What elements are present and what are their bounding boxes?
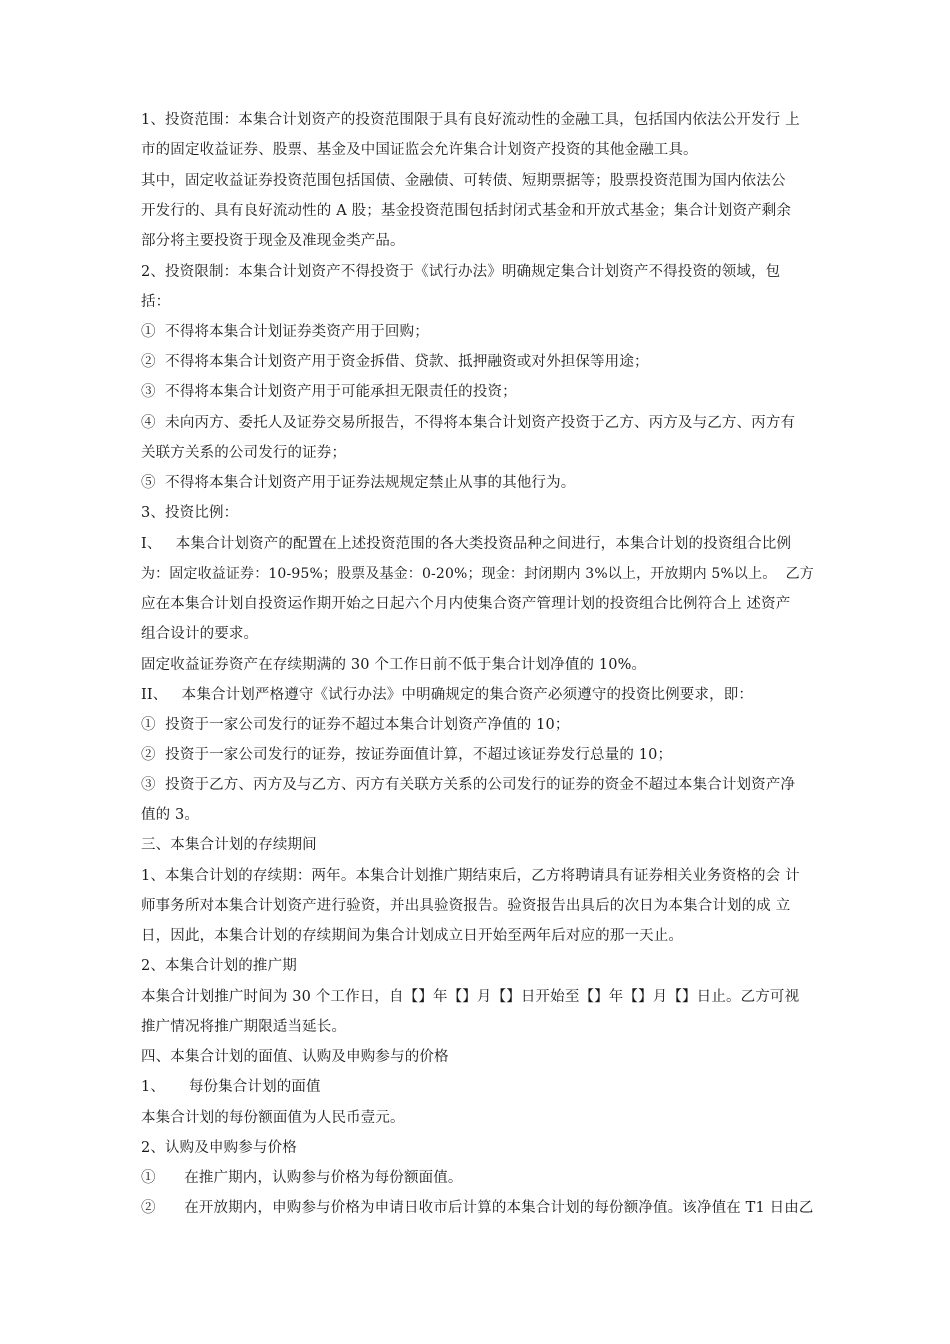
- text-line: 其中，固定收益证券投资范围包括国债、金融债、可转债、短期票据等；股票投资范围为国内依法公: [141, 173, 786, 189]
- text-line: 2、投资限制：本集合计划资产不得投资于《试行办法》明确规定集合计划资产不得投资的领域，包: [141, 264, 781, 280]
- text-line: ① 投资于一家公司发行的证券不超过本集合计划资产净值的 10；: [141, 717, 570, 733]
- text-line: 本集合计划推广时间为 30 个工作日，自【】年【】月【】日开始至【】年【】月【】日止。乙方可视: [141, 989, 800, 1005]
- text-line: 2、本集合计划的推广期: [141, 958, 297, 974]
- text-line: 2、认购及申购参与价格: [141, 1140, 297, 1156]
- text-line: ③ 不得将本集合计划资产用于可能承担无限责任的投资；: [141, 384, 517, 400]
- text-line: 师事务所对本集合计划资产进行验资，并出具验资报告。验资报告出具后的次日为本集合计划的成 立: [141, 898, 791, 914]
- text-line: ④ 未向丙方、委托人及证券交易所报告，不得将本集合计划资产投资于乙方、丙方及与乙方、丙方有: [141, 415, 796, 431]
- text-line: 1、投资范围：本集合计划资产的投资范围限于具有良好流动性的金融工具，包括国内依法公开发行 上: [141, 112, 800, 128]
- text-line: 日，因此，本集合计划的存续期间为集合计划成立日开始至两年后对应的那一天止。: [141, 928, 684, 944]
- text-line: ② 在开放期内，申购参与价格为申请日收市后计算的本集合计划的每份额净值。该净值在 T1 日由乙: [141, 1200, 814, 1216]
- text-line: 固定收益证券资产在存续期满的 30 个工作日前不低于集合计划净值的 10%。: [141, 657, 647, 673]
- text-line: 部分将主要投资于现金及准现金类产品。: [141, 233, 405, 249]
- text-line: 本集合计划的每份额面值为人民币壹元。: [141, 1110, 405, 1126]
- text-line: 为：固定收益证券：10-95%；股票及基金：0-20%；现金：封闭期内 3%以上，开放期内 5%以上。 乙方: [141, 566, 814, 582]
- text-line: 组合设计的要求。: [141, 626, 259, 642]
- text-line: 关联方关系的公司发行的证券；: [141, 445, 347, 461]
- text-line: ③ 投资于乙方、丙方及与乙方、丙方有关联方关系的公司发行的证券的资金不超过本集合计划资产净: [141, 777, 796, 793]
- text-line: 括：: [141, 294, 171, 310]
- text-line: II、 本集合计划严格遵守《试行办法》中明确规定的集合资产必须遵守的投资比例要求，即：: [141, 687, 754, 703]
- text-line: ⑤ 不得将本集合计划资产用于证券法规规定禁止从事的其他行为。: [141, 475, 576, 491]
- text-line: ① 不得将本集合计划证券类资产用于回购；: [141, 324, 429, 340]
- text-line: 值的 3。: [141, 807, 200, 823]
- text-line: 推广情况将推广期限适当延长。: [141, 1019, 347, 1035]
- text-line: 1、本集合计划的存续期：两年。本集合计划推广期结束后，乙方将聘请具有证券相关业务资格的会 计: [141, 868, 800, 884]
- text-line: 三、本集合计划的存续期间: [141, 837, 317, 853]
- text-line: 市的固定收益证券、股票、基金及中国证监会允许集合计划资产投资的其他金融工具。: [141, 142, 698, 158]
- text-line: 四、本集合计划的面值、认购及申购参与的价格: [141, 1049, 449, 1065]
- text-line: 3、投资比例：: [141, 505, 239, 521]
- text-line: ① 在推广期内，认购参与价格为每份额面值。: [141, 1170, 463, 1186]
- text-line: ② 投资于一家公司发行的证券，按证券面值计算，不超过该证券发行总量的 10；: [141, 747, 673, 763]
- text-line: 1、 每份集合计划的面值: [141, 1079, 321, 1095]
- text-line: 应在本集合计划自投资运作期开始之日起六个月内使集合资产管理计划的投资组合比例符合上 述资产: [141, 596, 791, 612]
- text-line: I、 本集合计划资产的配置在上述投资范围的各大类投资品种之间进行，本集合计划的投资组合比例: [141, 536, 792, 552]
- text-line: ② 不得将本集合计划资产用于资金拆借、贷款、抵押融资或对外担保等用途；: [141, 354, 649, 370]
- text-line: 开发行的、具有良好流动性的 A 股；基金投资范围包括封闭式基金和开放式基金；集合计划资产剩余: [141, 203, 792, 219]
